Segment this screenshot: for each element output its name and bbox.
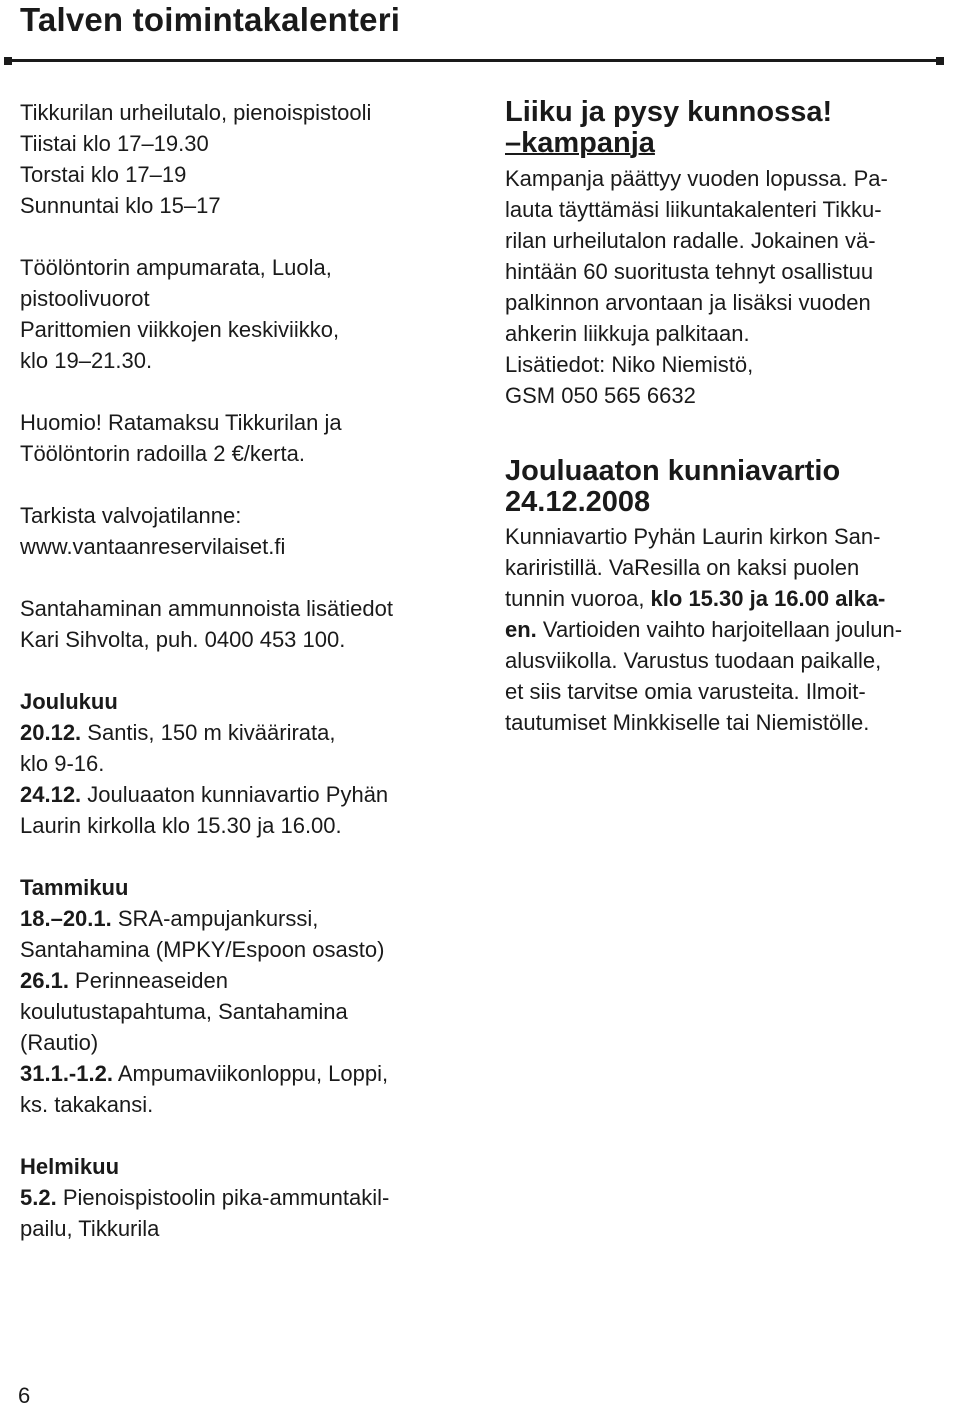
- event-line: Santahamina (MPKY/Espoon osasto): [20, 937, 385, 962]
- website-link[interactable]: www.vantaanreservilaiset.fi: [20, 534, 286, 559]
- text-line: klo 19–21.30.: [20, 348, 153, 373]
- text-line: Tarkista valvojatilanne:: [20, 503, 242, 528]
- rule-end-square: [936, 57, 944, 65]
- text-line: tunnin vuoroa, klo 15.30 ja 16.00 alka-: [505, 586, 886, 611]
- month-heading-january: Tammikuu: [20, 875, 129, 900]
- event-line: 24.12. Jouluaaton kunniavartio Pyhän: [20, 782, 389, 807]
- event-line: ks. takakansi.: [20, 1092, 154, 1117]
- text-line: et siis tarvitse omia varusteita. Ilmoit-: [505, 679, 866, 704]
- text-line: Torstai klo 17–19: [20, 162, 187, 187]
- text-line: en. Vartioiden vaihto harjoitellaan joulun-: [505, 617, 903, 642]
- title-rule: [6, 59, 942, 62]
- text-line: GSM 050 565 6632: [505, 383, 696, 408]
- campaign-heading: Liiku ja pysy kunnossa!: [505, 96, 833, 128]
- page-title: Talven toimintakalenteri: [20, 1, 401, 38]
- text-line: Kampanja päättyy vuoden lopussa. Pa-: [505, 166, 888, 191]
- event-line: 20.12. Santis, 150 m kiväärirata,: [20, 720, 336, 745]
- text-line: pistoolivuorot: [20, 286, 150, 311]
- page-number: 6: [18, 1383, 31, 1408]
- text-line: Parittomien viikkojen keskiviikko,: [20, 317, 340, 342]
- text-line: hintään 60 suoritusta tehnyt osallistuu: [505, 259, 874, 284]
- right-column: [505, 97, 955, 738]
- text-line: Huomio! Ratamaksu Tikkurilan ja: [20, 410, 342, 435]
- text-line: Töölöntorin radoilla 2 €/kerta.: [20, 441, 305, 466]
- event-line: 18.–20.1. SRA-ampujankurssi,: [20, 906, 319, 931]
- event-line: 31.1.-1.2. Ampumaviikonloppu, Loppi,: [20, 1061, 389, 1086]
- text-line: alusviikolla. Varustus tuodaan paikalle,: [505, 648, 882, 673]
- text-line: Tikkurilan urheilutalo, pienoispistooli: [20, 100, 372, 125]
- text-line: tautumiset Minkkiselle tai Niemistölle.: [505, 710, 870, 735]
- vigil-date: 24.12.2008: [505, 486, 651, 518]
- event-line: koulutustapahtuma, Santahamina: [20, 999, 348, 1024]
- event-line: 26.1. Perinneaseiden: [20, 968, 228, 993]
- event-line: klo 9-16.: [20, 751, 105, 776]
- text-line: palkinnon arvontaan ja lisäksi vuoden: [505, 290, 871, 315]
- event-line: 5.2. Pienoispistoolin pika-ammuntakil-: [20, 1185, 390, 1210]
- text-line: Lisätiedot: Niko Niemistö,: [505, 352, 754, 377]
- text-line: rilan urheilutalon radalle. Jokainen vä-: [505, 228, 876, 253]
- text-line: Kari Sihvolta, puh. 0400 453 100.: [20, 627, 346, 652]
- text-line: kariristillä. VaResilla on kaksi puolen: [505, 555, 860, 580]
- text-line: Töölöntorin ampumarata, Luola,: [20, 255, 332, 280]
- event-line: Laurin kirkolla klo 15.30 ja 16.00.: [20, 813, 342, 838]
- event-line: (Rautio): [20, 1030, 99, 1055]
- month-heading-february: Helmikuu: [20, 1154, 120, 1179]
- vigil-heading: Jouluaaton kunniavartio: [505, 455, 841, 487]
- left-column: [20, 97, 470, 1244]
- text-line: Santahaminan ammunnoista lisätiedot: [20, 596, 394, 621]
- text-line: Tiistai klo 17–19.30: [20, 131, 209, 156]
- month-heading-december: Joulukuu: [20, 689, 118, 714]
- text-line: Kunniavartio Pyhän Laurin kirkon San-: [505, 524, 881, 549]
- text-line: lauta täyttämäsi liikuntakalenteri Tikku-: [505, 197, 882, 222]
- text-line: Sunnuntai klo 15–17: [20, 193, 221, 218]
- text-line: ahkerin liikkuja palkitaan.: [505, 321, 750, 346]
- campaign-heading-2: –kampanja: [505, 127, 655, 159]
- event-line: pailu, Tikkurila: [20, 1216, 160, 1241]
- rule-end-square: [4, 57, 12, 65]
